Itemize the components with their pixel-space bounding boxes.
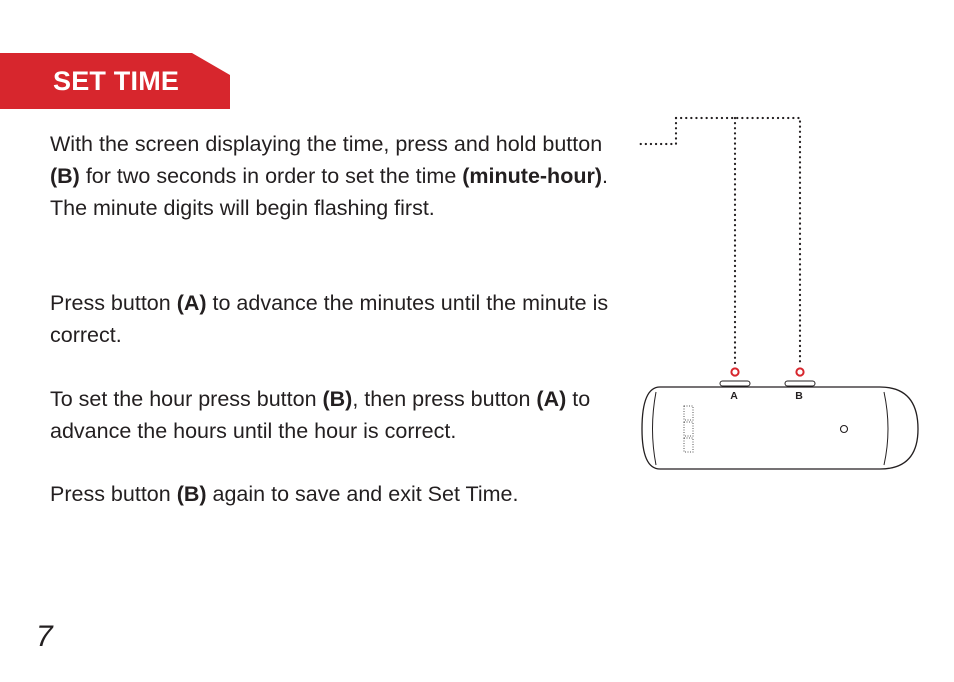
button-b <box>785 381 815 386</box>
button-b-marker <box>796 368 803 375</box>
button-b-label: B <box>795 390 803 402</box>
button-a-marker <box>731 368 738 375</box>
button-reference: (B) <box>176 482 207 506</box>
text: Press button <box>50 291 177 315</box>
instruction-paragraph-4 <box>50 478 625 510</box>
text: . The minute digits will begin flashing first. <box>50 164 608 220</box>
callout-line-b <box>676 118 800 366</box>
text: again to save and exit Set Time. <box>206 482 519 506</box>
instruction-paragraph-1 <box>50 128 625 224</box>
button-reference: (B) <box>322 387 353 411</box>
instruction-paragraph-3 <box>50 383 625 447</box>
instruction-paragraph-2 <box>50 287 625 351</box>
text: Press button <box>50 482 177 506</box>
mode-reference: (minute-hour) <box>462 164 602 188</box>
button-a <box>720 381 750 386</box>
callout-line-connector <box>638 118 676 144</box>
text: to advance the hours until the hour is correct. <box>50 387 591 443</box>
button-reference: (B) <box>50 164 80 188</box>
button-reference: (A) <box>176 291 207 315</box>
page-number: 7 <box>36 620 53 653</box>
text: With the screen displaying the time, press and hold button <box>50 132 603 156</box>
device-body <box>642 387 918 469</box>
button-reference: (A) <box>536 387 567 411</box>
text: To set the hour press button <box>50 387 323 411</box>
sensor-dot <box>841 426 848 433</box>
section-title: SET TIME <box>53 66 180 96</box>
text: for two seconds in order to set the time <box>79 164 463 188</box>
text: , then press button <box>352 387 537 411</box>
device-diagram <box>630 108 930 478</box>
text: to advance the minutes until the minute is correct. <box>50 291 609 347</box>
button-a-label: A <box>730 390 738 402</box>
